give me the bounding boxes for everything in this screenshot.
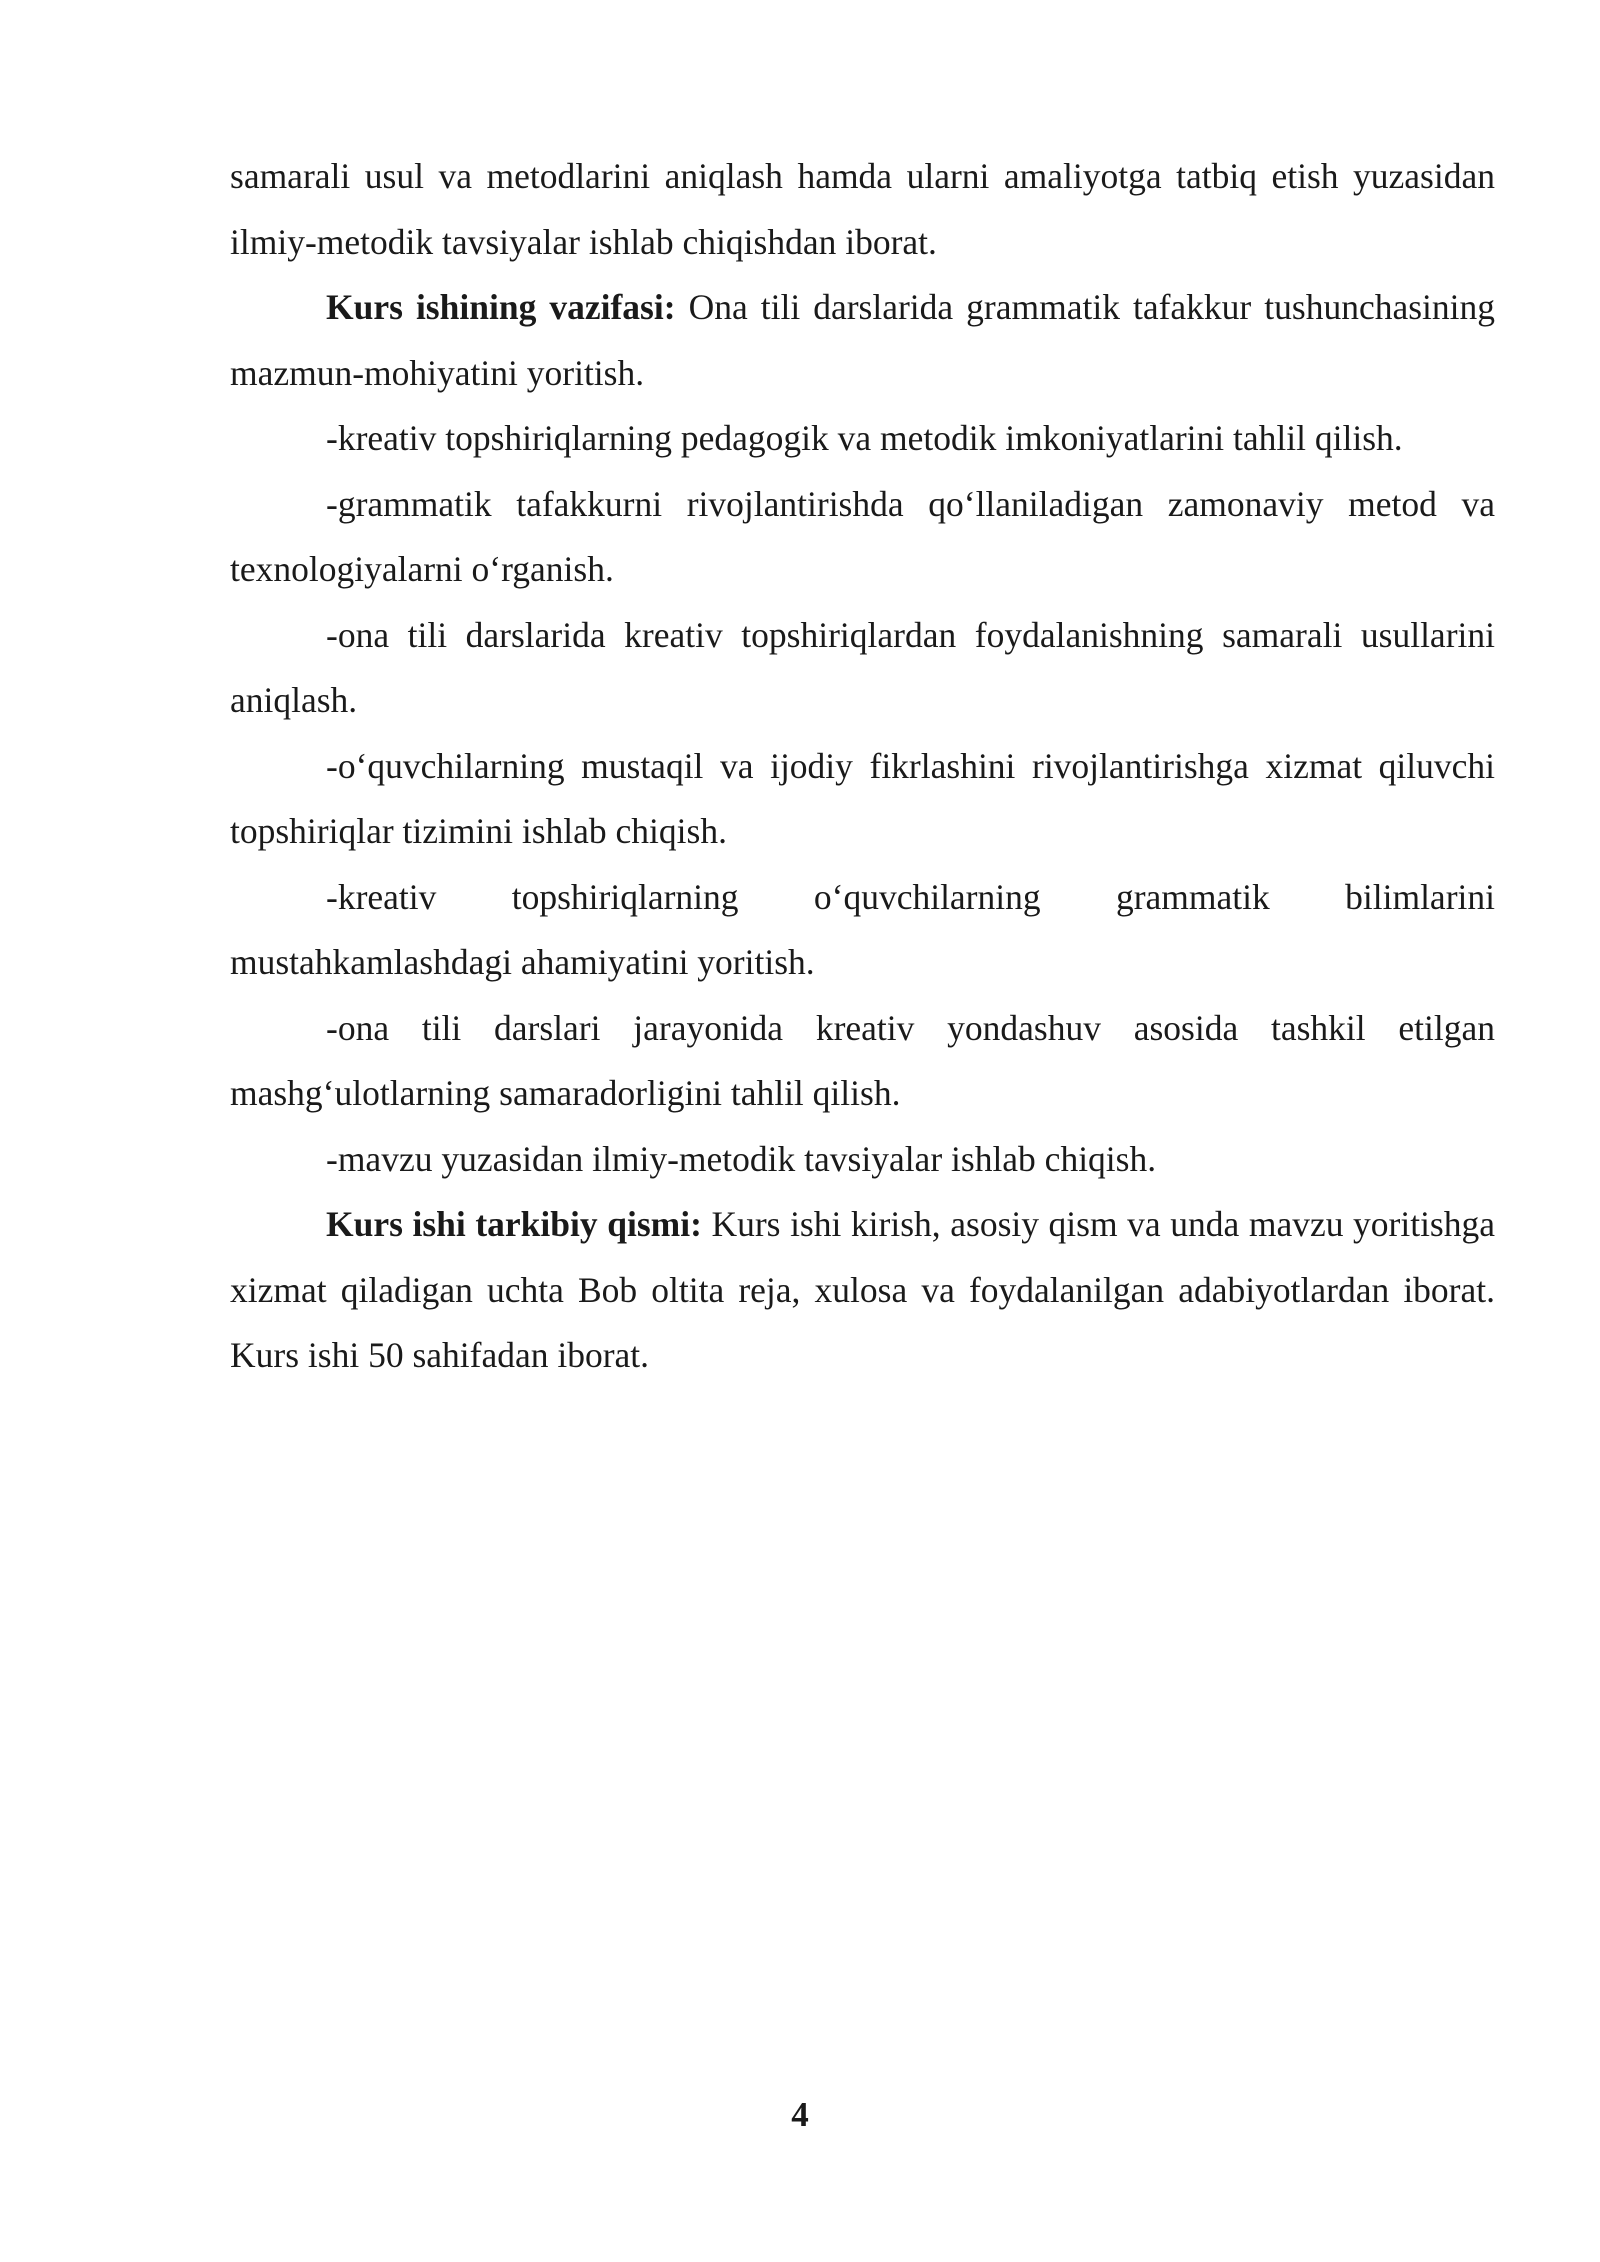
paragraph-text: -kreativ topshiriqlarning o‘quvchilarning grammatik bilimlarini mustahkamlashdagi ahamiyatini yoritish. (230, 876, 1495, 982)
paragraph-text: -o‘quvchilarning mustaqil va ijodiy fikrlashini rivojlantirishga xizmat qiluvchi topshiriqlar tizimini ishlab chiqish. (230, 745, 1495, 851)
paragraph-text: -kreativ topshiriqlarning pedagogik va metodik imkoniyatlarini tahlil qilish. (326, 418, 1403, 458)
list-item-task (230, 406, 1495, 472)
list-item-task (230, 1127, 1495, 1193)
paragraph-text: samarali usul va metodlarini aniqlash hamda ularni amaliyotga tatbiq etish yuzasidan ilmiy-metodik tavsiyalar ishlab chiqishdan iborat. (230, 156, 1495, 262)
paragraph-text: -grammatik tafakkurni rivojlantirishda qo‘llaniladigan zamonaviy metod va texnologiyalarni o‘rganish. (230, 483, 1495, 589)
page-number: 4 (791, 2095, 809, 2134)
paragraph-text: -ona tili darslari jarayonida kreativ yondashuv asosida tashkil etilgan mashg‘ulotlarning samaradorligini tahlil qilish. (230, 1007, 1495, 1113)
paragraph-text: Kurs ishi kirish, asosiy qism va unda mavzu yoritishga xizmat qiladigan uchta Bob oltita reja, xulosa va foydalanilgan adabiyotlardan iborat. Kurs ishi 50 sahifadan iborat. (230, 1204, 1496, 1375)
paragraph-text: Ona tili darslarida grammatik tafakkur tushunchasining mazmun-mohiyatini yoritish. (230, 287, 1495, 393)
list-item-task (230, 865, 1495, 996)
paragraph-goal-continuation (230, 144, 1495, 275)
paragraph-course-tasks (230, 275, 1495, 406)
paragraph-text: -ona tili darslarida kreativ topshiriqlardan foydalanishning samarali usullarini aniqlash. (230, 614, 1495, 720)
list-item-task (230, 603, 1495, 734)
list-item-task (230, 996, 1495, 1127)
paragraph-text: -mavzu yuzasidan ilmiy-metodik tavsiyalar ishlab chiqish. (326, 1138, 1157, 1179)
paragraph-lead-heading: Kurs ishi tarkibiy qismi: (326, 1204, 702, 1244)
list-item-task (230, 734, 1495, 865)
paragraph-course-structure (230, 1192, 1495, 1389)
paragraph-lead-heading: Kurs ishining vazifasi: (326, 287, 676, 327)
list-item-task (230, 472, 1495, 603)
document-body (230, 144, 1495, 1389)
